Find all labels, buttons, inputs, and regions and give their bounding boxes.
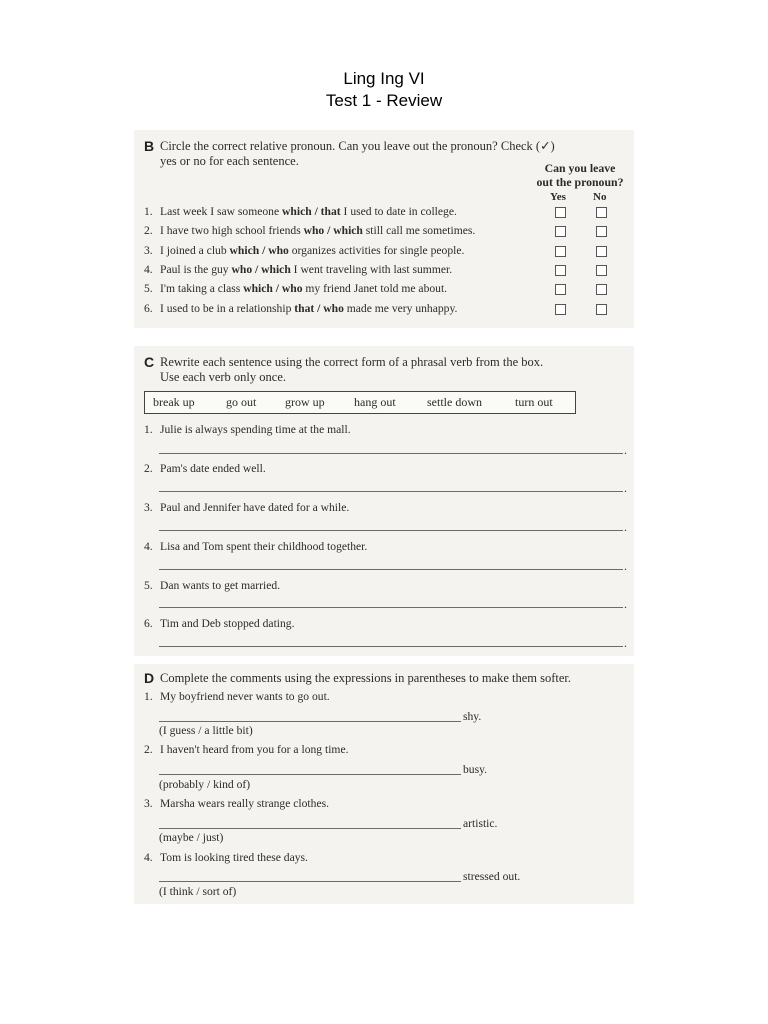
item-text-pre: Last week I saw someone: [160, 205, 283, 218]
yes-checkbox[interactable]: [555, 265, 566, 276]
document-subtitle: Test 1 - Review: [325, 91, 443, 110]
item-text: Paul and Jennifer have dated for a while.: [160, 501, 350, 514]
yes-column-header: Yes: [550, 191, 566, 203]
section-c-item: [144, 501, 349, 514]
section-c-item: [144, 423, 351, 436]
item-text-post: still call me sometimes.: [362, 224, 476, 237]
answer-line[interactable]: [159, 569, 623, 570]
section-c-letter: C: [144, 354, 155, 370]
item-text-post: organizes activities for single people.: [288, 244, 465, 257]
item-text-post: my friend Janet told me about.: [302, 282, 448, 295]
yes-checkbox[interactable]: [555, 207, 566, 218]
line-period: .: [624, 597, 627, 611]
item-text-pre: I joined a club: [160, 244, 230, 257]
pronoun-options[interactable]: which / that: [282, 205, 341, 218]
verb-option: settle down: [427, 395, 482, 409]
no-checkbox[interactable]: [596, 265, 607, 276]
item-text: My boyfriend never wants to go out.: [160, 690, 330, 703]
pronoun-options[interactable]: which / who: [243, 282, 303, 295]
item-number: 2.: [144, 224, 153, 237]
answer-line[interactable]: [159, 530, 623, 531]
item-text-pre: Paul is the guy: [160, 263, 232, 276]
answer-line[interactable]: [159, 828, 461, 829]
item-text: I haven't heard from you for a long time.: [160, 743, 349, 756]
item-text: Pam's date ended well.: [160, 462, 266, 475]
section-b-item: [144, 282, 447, 295]
section-b-instruction-2: yes or no for each sentence.: [160, 154, 299, 168]
no-checkbox[interactable]: [596, 246, 607, 257]
section-b-item: [144, 244, 464, 257]
yes-checkbox[interactable]: [555, 284, 566, 295]
item-text-pre: I used to be in a relationship: [160, 302, 295, 315]
phrasal-verb-box: [144, 391, 576, 414]
item-number: 6.: [144, 617, 153, 630]
line-period: .: [624, 636, 627, 650]
line-period: .: [624, 559, 627, 573]
answer-line[interactable]: [159, 607, 623, 608]
answer-line[interactable]: [159, 881, 461, 882]
section-d-item: [144, 690, 330, 703]
answer-line[interactable]: [159, 721, 461, 722]
section-d-letter: D: [144, 670, 155, 686]
section-d-item: [144, 851, 308, 864]
item-number: 6.: [144, 302, 153, 315]
item-number: 4.: [144, 540, 153, 553]
verb-option: turn out: [515, 395, 553, 409]
yes-checkbox[interactable]: [555, 226, 566, 237]
line-period: .: [624, 481, 627, 495]
pronoun-options[interactable]: that / who: [294, 302, 344, 315]
sentence-ending: artistic.: [463, 817, 498, 830]
item-number: 5.: [144, 282, 153, 295]
section-c-item: [144, 617, 295, 630]
pronoun-options[interactable]: who / which: [231, 263, 291, 276]
section-c-item: [144, 579, 280, 592]
expression-hint: (probably / kind of): [159, 778, 251, 791]
item-number: 3.: [144, 244, 153, 257]
section-d-item: [144, 797, 329, 810]
pronoun-header-line1: Can you leave: [544, 161, 616, 175]
no-checkbox[interactable]: [596, 226, 607, 237]
section-b-item: [144, 302, 457, 315]
no-checkbox[interactable]: [596, 207, 607, 218]
expression-hint: (I guess / a little bit): [159, 724, 253, 737]
item-text-pre: I have two high school friends: [160, 224, 304, 237]
expression-hint: (I think / sort of): [159, 885, 237, 898]
document-title: Ling Ing VI: [343, 69, 425, 88]
item-text-pre: I'm taking a class: [160, 282, 244, 295]
pronoun-header-line2: out the pronoun?: [536, 175, 624, 189]
no-checkbox[interactable]: [596, 304, 607, 315]
answer-line[interactable]: [159, 453, 623, 454]
item-number: 3.: [144, 501, 153, 514]
section-b-letter: B: [144, 138, 155, 154]
item-text-post: I used to date in college.: [340, 205, 457, 218]
pronoun-options[interactable]: who / which: [303, 224, 363, 237]
verb-option: grow up: [285, 395, 325, 409]
verb-option: break up: [153, 395, 195, 409]
item-number: 5.: [144, 579, 153, 592]
section-c-item: [144, 540, 367, 553]
sentence-ending: shy.: [463, 710, 482, 723]
yes-checkbox[interactable]: [555, 246, 566, 257]
item-number: 4.: [144, 851, 153, 864]
item-number: 1.: [144, 423, 153, 436]
item-text: Marsha wears really strange clothes.: [160, 797, 330, 810]
item-text: Lisa and Tom spent their childhood together.: [160, 540, 368, 553]
answer-line[interactable]: [159, 774, 461, 775]
pronoun-options[interactable]: which / who: [229, 244, 289, 257]
section-d-instruction: Complete the comments using the expressions in parentheses to make them softer.: [160, 671, 572, 685]
section-b-item: [144, 205, 457, 218]
section-d-item: [144, 743, 349, 756]
line-period: .: [624, 443, 627, 457]
section-b-instruction-1: Circle the correct relative pronoun. Can you leave out the pronoun? Check (✓): [160, 139, 555, 153]
section-b-item: [144, 224, 475, 237]
item-text: Julie is always spending time at the mall.: [160, 423, 351, 436]
line-period: .: [624, 520, 627, 534]
yes-checkbox[interactable]: [555, 304, 566, 315]
item-number: 1.: [144, 205, 153, 218]
section-c-instruction-2: Use each verb only once.: [160, 370, 286, 384]
item-text: Tom is looking tired these days.: [160, 851, 308, 864]
section-b-item: [144, 263, 452, 276]
section-c-item: [144, 462, 266, 475]
answer-line[interactable]: [159, 491, 623, 492]
no-checkbox[interactable]: [596, 284, 607, 295]
verb-option: go out: [226, 395, 257, 409]
no-column-header: No: [593, 191, 607, 203]
item-text-post: made me very unhappy.: [343, 302, 458, 315]
item-number: 2.: [144, 462, 153, 475]
item-number: 4.: [144, 263, 153, 276]
item-text: Tim and Deb stopped dating.: [160, 617, 295, 630]
sentence-ending: stressed out.: [463, 870, 521, 883]
item-number: 1.: [144, 690, 153, 703]
item-text: Dan wants to get married.: [160, 579, 281, 592]
item-number: 3.: [144, 797, 153, 810]
expression-hint: (maybe / just): [159, 831, 224, 844]
verb-option: hang out: [354, 395, 396, 409]
item-text-post: I went traveling with last summer.: [290, 263, 453, 276]
sentence-ending: busy.: [463, 763, 488, 776]
item-number: 2.: [144, 743, 153, 756]
answer-line[interactable]: [159, 646, 623, 647]
section-c-instruction-1: Rewrite each sentence using the correct form of a phrasal verb from the box.: [160, 355, 544, 369]
